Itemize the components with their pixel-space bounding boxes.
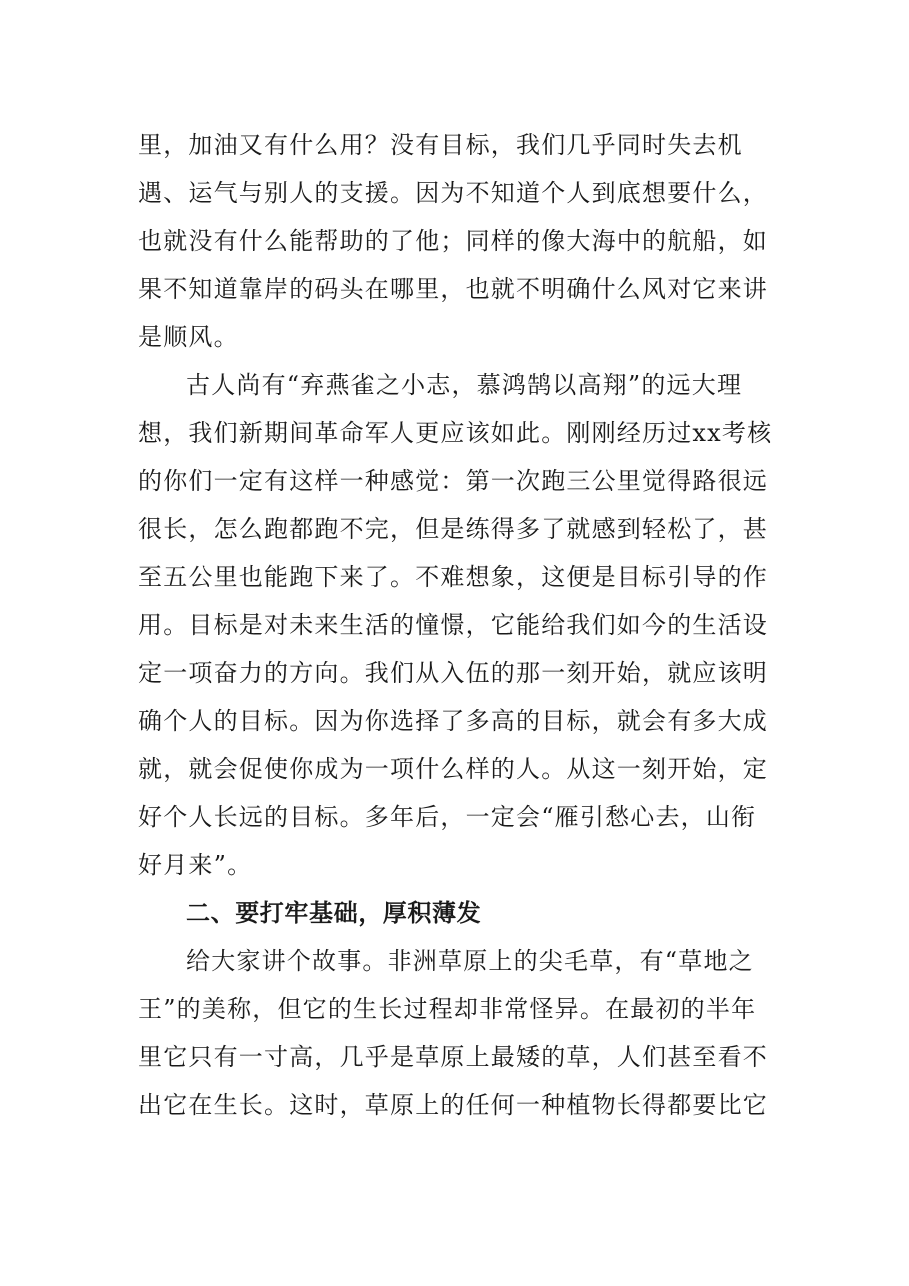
paragraph-line: 是顺风。	[138, 323, 239, 351]
paragraph-line: 用。目标是对未来生活的憧憬，它能给我们如今的生活设	[138, 611, 768, 639]
paragraph-line: 至五公里也能跑下来了。不难想象，这便是目标引导的作	[138, 563, 768, 591]
paragraph-line: 想，我们新期间革命军人更应该如此。刚刚经历过xx考核	[138, 419, 773, 447]
paragraph-line: 的你们一定有这样一种感觉：第一次跑三公里觉得路很远	[138, 467, 768, 495]
paragraph-line: 果不知道靠岸的码头在哪里，也就不明确什么风对它来讲	[138, 275, 768, 303]
paragraph-line: 里，加油又有什么用？没有目标，我们几乎同时失去机	[138, 131, 743, 159]
paragraph-line: 古人尚有“弃燕雀之小志，慕鸿鹄以高翔”的远大理	[186, 371, 743, 399]
paragraph-line: 很长，怎么跑都跑不完，但是练得多了就感到轻松了，甚	[138, 515, 768, 543]
paragraph-line: 定一项奋力的方向。我们从入伍的那一刻开始，就应该明	[138, 659, 768, 687]
paragraph-line: 就，就会促使你成为一项什么样的人。从这一刻开始，定	[138, 755, 768, 783]
section-heading: 二、要打牢基础，厚积薄发	[186, 899, 482, 927]
paragraph-line: 王”的美称，但它的生长过程却非常怪异。在最初的半年	[138, 995, 757, 1023]
paragraph-line: 里它只有一寸高，几乎是草原上最矮的草，人们甚至看不	[138, 1043, 768, 1071]
paragraph-line: 给大家讲个故事。非洲草原上的尖毛草，有“草地之	[186, 947, 754, 975]
paragraph-line: 好个人长远的目标。多年后，一定会“雁引愁心去，山衔	[138, 803, 757, 831]
paragraph-line: 好月来”。	[138, 851, 253, 879]
paragraph-line: 也就没有什么能帮助的了他；同样的像大海中的航船，如	[138, 227, 768, 255]
paragraph-line: 确个人的目标。因为你选择了多高的目标，就会有多大成	[138, 707, 768, 735]
paragraph-line: 遇、运气与别人的支援。因为不知道个人到底想要什么，	[138, 179, 768, 207]
paragraph-line: 出它在生长。这时，草原上的任何一种植物长得都要比它	[138, 1091, 768, 1119]
